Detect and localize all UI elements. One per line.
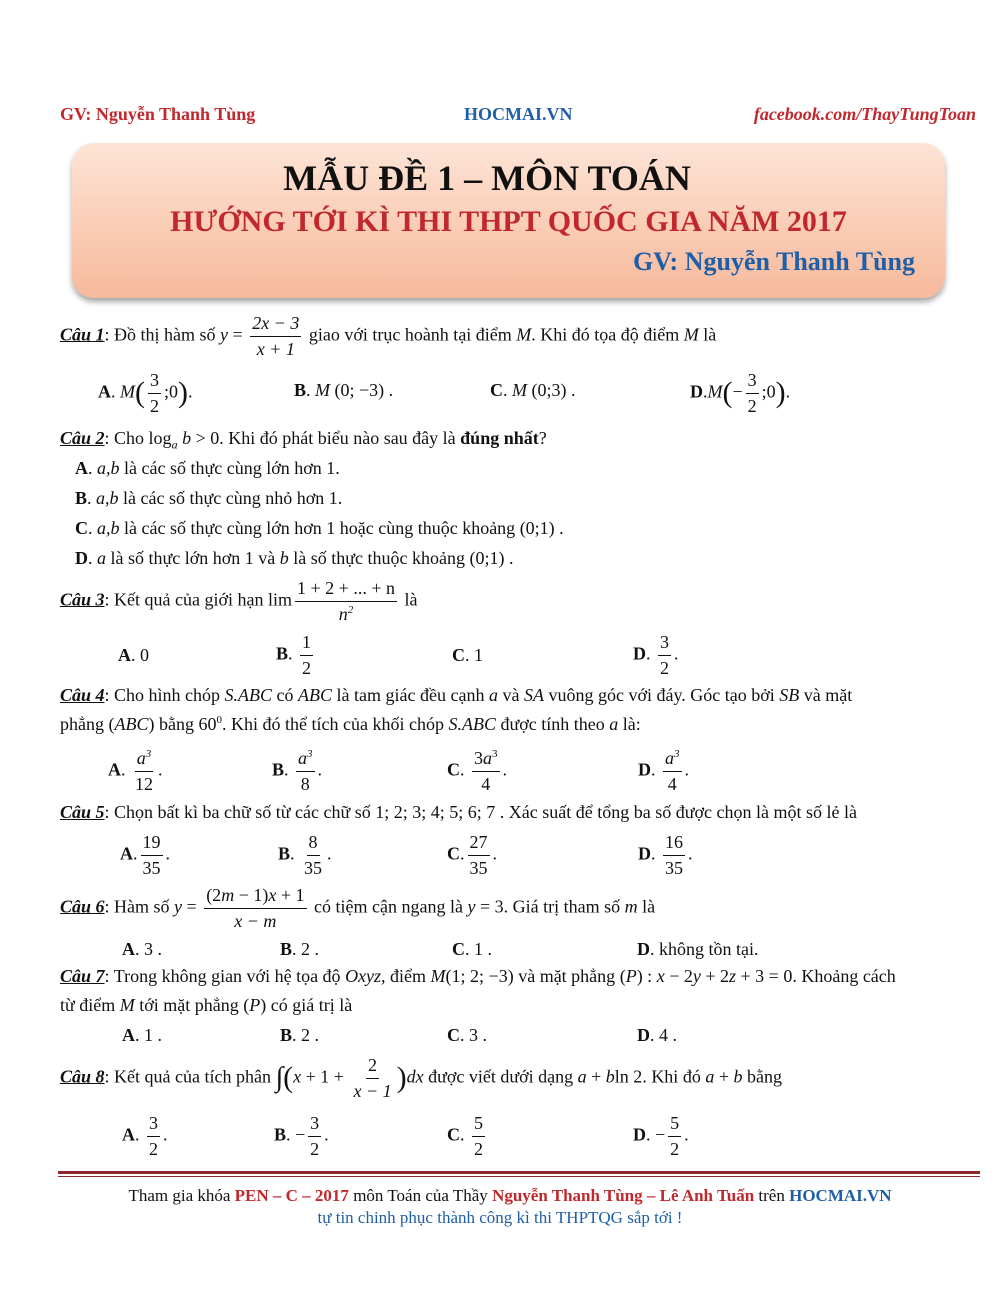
q7-option-b: B. 2 . [280, 1025, 320, 1045]
q5-option-a: A. $\frac{19}{35}$ . [120, 832, 170, 878]
footer-line-1: Tham gia khóa PEN – C – 2017 môn Toán của Thầy Nguyễn Thanh Tùng – Lê Anh Tuấn trên HOCMAI.VN [128, 1186, 892, 1205]
q2-option-a: A. a,b là các số thực cùng lớn hơn 1. [75, 458, 340, 478]
question-label: Câu 2 [60, 428, 105, 448]
question-label: Câu 3 [60, 589, 105, 610]
q3-option-a: A. 0 [118, 645, 149, 665]
question-5: Câu 5: Chọn bất kì ba chữ số từ các chữ số 1; 2; 3; 4; 5; 6; 7 . Xác suất để tổng ba số được chọn là một số lẻ là [60, 802, 857, 822]
q1-option-d: D.M(− $\frac{3}{2}$ ;0). [690, 370, 791, 416]
question-4: Câu 4: Cho hình chóp S.ABC có ABC là tam giác đều cạnh a và SA vuông góc với đáy. Góc tạo bởi SB và mặt [60, 685, 853, 705]
question-7-line-2: từ điểm M tới mặt phẳng (P) có giá trị là [60, 995, 353, 1015]
question-label: Câu 7 [60, 966, 105, 986]
q3-option-b: B. $\frac{1}{2}$ [276, 632, 312, 678]
question-label: Câu 1 [60, 324, 105, 345]
q4-option-b: B. $\frac{a^3}{8}$ . [272, 748, 323, 794]
q2-option-d: D. a là số thực lớn hơn 1 và b là số thực thuộc khoảng (0;1) . [75, 548, 514, 568]
q1-option-b: B. M (0; −3) . [294, 380, 394, 400]
header-facebook: facebook.com/ThayTungToan [753, 104, 976, 124]
q6-option-b: B. 2 . [280, 939, 320, 959]
footer-divider [58, 1171, 980, 1174]
q3-option-d: D. $\frac{3}{2}$ . [633, 632, 679, 678]
exam-title: MẪU ĐỀ 1 – MÔN TOÁN [283, 158, 691, 198]
q4-option-d: D. $\frac{a^3}{4}$ . [638, 748, 689, 794]
q1-option-a: A. M( $\frac{3}{2}$ ;0). [98, 370, 193, 416]
q6-option-a: A. 3 . [122, 939, 162, 959]
q6-option-c: C. 1 . [452, 939, 492, 959]
question-label: Câu 6 [60, 896, 105, 917]
q4-option-a: A. $\frac{a^3}{12}$ . [108, 748, 163, 794]
question-6: Câu 6: Hàm số y = $\frac{(2m - 1)x + 1}{x - m}$ có tiệm cận ngang là y = 3. Giá trị tham số m là [60, 885, 656, 931]
banner-teacher: GV: Nguyễn Thanh Tùng [632, 247, 915, 276]
q4-option-c: C. $\frac{3a^3}{4}$ . [447, 748, 507, 794]
exam-subtitle: HƯỚNG TỚI KÌ THI THPT QUỐC GIA NĂM 2017 [170, 205, 847, 238]
question-4-line-2: phẳng (ABC) bằng $60^0$. Khi đó thể tích của khối chóp S.ABC được tính theo a là: [60, 714, 641, 734]
q3-option-c: C. 1 [452, 645, 483, 665]
q8-option-d: D. − $\frac{5}{2}$ . [633, 1113, 689, 1159]
q5-option-d: D. $\frac{16}{35}$ . [638, 832, 693, 878]
q6-option-d: D. không tồn tại. [637, 939, 759, 959]
q5-option-c: C. $\frac{27}{35}$ . [447, 832, 497, 878]
question-1: Câu 1: Đồ thị hàm số y = $\frac{2x - 3}{x + 1}$ giao với trục hoành tại điểm M. Khi đó tọa độ điểm M là [60, 313, 717, 359]
header-site: HOCMAI.VN [464, 104, 573, 124]
question-8: Câu 8: Kết quả của tích phân ∫(x + 1 + $\frac{2}{x - 1}$ )dx được viết dưới dạng a + bln 2. Khi đó a + b bằng [60, 1055, 782, 1101]
question-2: Câu 2: Cho $\log_a b > 0$. Khi đó phát biểu nào sau đây là đúng nhất? [60, 428, 547, 452]
footer-divider-thin [58, 1176, 980, 1177]
q1-option-c: C. M (0;3) . [490, 380, 576, 400]
q2-option-b: B. a,b là các số thực cùng nhỏ hơn 1. [75, 488, 343, 508]
question-3: Câu 3: Kết quả của giới hạn lim $\frac{1 + 2 + ... + n}{n^2}$ là [60, 578, 418, 624]
q8-option-a: A. $\frac{3}{2}$ . [122, 1113, 168, 1159]
footer-line-2: tự tin chinh phục thành công kì thi THPTQG sắp tới ! [317, 1208, 683, 1227]
q5-option-b: B. $\frac{8}{35}$ . [278, 832, 332, 878]
header-author: GV: Nguyễn Thanh Tùng [60, 104, 256, 124]
q7-option-a: A. 1 . [122, 1025, 162, 1045]
q8-option-c: C. $\frac{5}{2}$ [447, 1113, 483, 1159]
question-label: Câu 5 [60, 802, 105, 822]
question-label: Câu 8 [60, 1066, 105, 1087]
question-label: Câu 4 [60, 685, 105, 705]
q7-option-d: D. 4 . [637, 1025, 677, 1045]
fraction: $\frac{2x - 3}{x + 1}$ [252, 313, 300, 359]
q2-option-c: C. a,b là các số thực cùng lớn hơn 1 hoặc cùng thuộc khoảng (0;1) . [75, 518, 564, 538]
q7-option-c: C. 3 . [447, 1025, 487, 1045]
question-7: Câu 7: Trong không gian với hệ tọa độ Oxyz, điểm M(1; 2; −3) và mặt phẳng (P) : x − 2y + 2z + 3 = 0. Khoảng cách [60, 966, 896, 986]
q8-option-b: B. − $\frac{3}{2}$ . [274, 1113, 329, 1159]
